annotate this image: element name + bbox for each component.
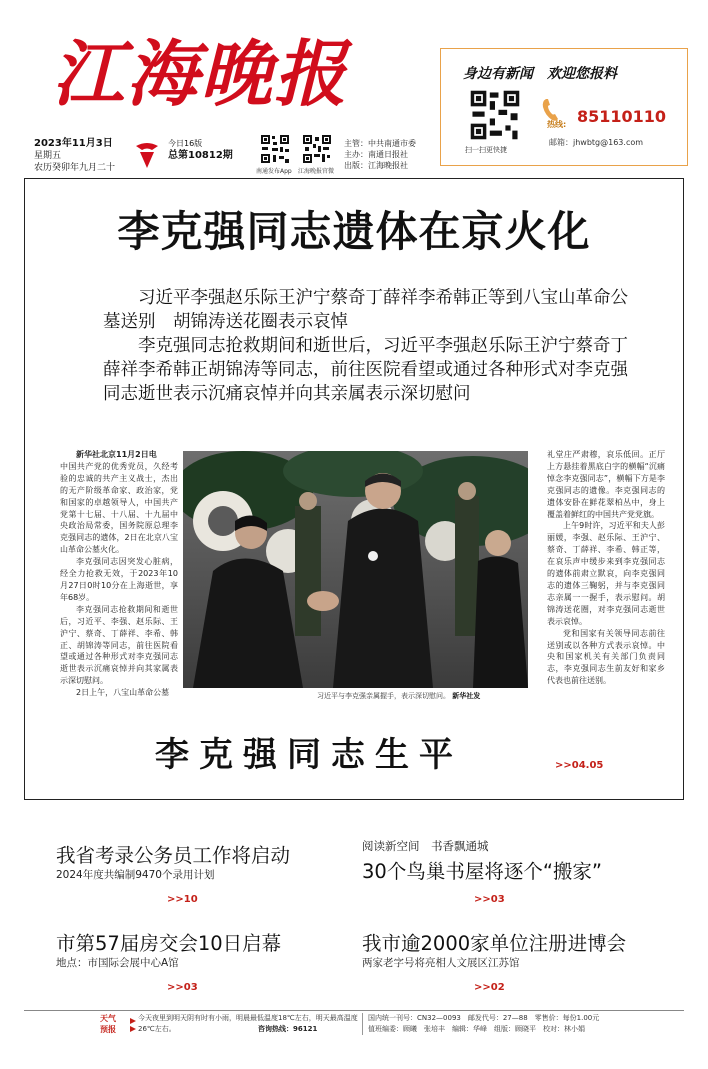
tips-title: 身边有新闻 欢迎您报料 bbox=[463, 66, 617, 82]
publication-info-line: 值班编委：顾曦 张培丰 编辑：华峰 组版：顾晓平 校对：林小娟 bbox=[368, 1025, 585, 1033]
sponsor-line: 主办：南通日报社 bbox=[344, 150, 408, 159]
qr-code-app-icon[interactable] bbox=[260, 134, 290, 164]
hotline-label: 热线: bbox=[547, 120, 567, 129]
article-paragraph: 党和国家有关领导同志前往送别或以各种方式表示哀悼。中央和国家机关有关部门负责同志，李克强同志生前友好和家乡代表也前往送别。 bbox=[547, 628, 665, 686]
pages-count: 今日16版 bbox=[168, 139, 203, 148]
teaser-2-page-ref[interactable]: >>03 bbox=[474, 894, 505, 905]
hotline-number: 85110110 bbox=[577, 107, 667, 126]
teaser-4-subtitle: 两家老字号将亮相人文展区江苏馆 bbox=[362, 957, 520, 969]
qr-caption-app: 南通发布App bbox=[256, 168, 292, 175]
biography-headline[interactable]: 李克强同志生平 bbox=[155, 735, 463, 775]
sponsor-line: 出版：江海晚报社 bbox=[344, 161, 408, 170]
article-paragraph: 李克强同志抢救期间和逝世后，习近平、李强、赵乐际、王沪宁、蔡奇、丁薛祥、李希、韩正、胡锦涛等同志，前往医院看望或通过各种形式对李克强同志逝世表示沉痛哀悼并向其家属表示深切慰问。 bbox=[60, 604, 178, 686]
lead-subhead bbox=[103, 286, 643, 406]
qr-code-wechat-icon[interactable] bbox=[302, 134, 332, 164]
newspaper-logo: 江海晚报 bbox=[52, 31, 349, 116]
sponsor-line: 主管：中共南通市委 bbox=[344, 139, 416, 148]
byline: 新华社北京11月2日电 bbox=[76, 450, 157, 459]
issue-number: 总第10812期 bbox=[168, 150, 233, 161]
qr-code-tips-icon[interactable] bbox=[469, 89, 521, 141]
date-block bbox=[34, 138, 115, 174]
article-paragraph: 中国共产党的优秀党员，久经考验的忠诚的共产主义战士，杰出的无产阶级革命家、政治家，党和国家的卓越领导人，中国共产党第十七届、十八届、十九届中央政治局常委，国务院原总理李克强同志的遗体，2日在北京八宝山革命公墓火化。 bbox=[60, 461, 178, 555]
weather-forecast: 今天夜里到明天阴有时有小雨，明晨最低温度18℃左右，明天最高温度26℃左右。 bbox=[138, 1014, 358, 1033]
subhead-line-2: 李克强同志抢救期间和逝世后，习近平李强赵乐际王沪宁蔡奇丁薛祥李希韩正胡锦涛等同志，前往医院看望或通过各种形式对李克强同志逝世表示沉痛哀悼并向其亲属表示深切慰问 bbox=[103, 336, 628, 404]
teaser-4-title[interactable]: 我市逾2000家单位注册进博会 bbox=[362, 932, 627, 955]
teaser-2-kicker: 阅读新空间 书香飘通城 bbox=[362, 839, 489, 853]
footer-separator bbox=[362, 1013, 363, 1035]
teaser-1-page-ref[interactable]: >>10 bbox=[167, 894, 198, 905]
teaser-1-subtitle: 2024年度共编制9470个录用计划 bbox=[56, 869, 215, 881]
footer-divider bbox=[24, 1010, 684, 1011]
teaser-2-title[interactable]: 30个鸟巢书屋将逐个“搬家” bbox=[362, 860, 603, 883]
lead-photo[interactable] bbox=[183, 451, 528, 688]
publisher-emblem-icon bbox=[134, 138, 160, 170]
weather-label-line: 预报 bbox=[100, 1025, 116, 1034]
article-paragraph: 2日上午，八宝山革命公墓 bbox=[76, 688, 170, 698]
teaser-4-page-ref[interactable]: >>02 bbox=[474, 982, 505, 993]
weather-icon bbox=[128, 1016, 138, 1034]
issue-date: 2023年11月3日 bbox=[34, 138, 113, 149]
biography-page-ref[interactable]: >>04.05 bbox=[555, 760, 604, 771]
article-paragraph: 李克强同志因突发心脏病，经全力抢救无效，于2023年10月27日0时10分在上海逝世，享年68岁。 bbox=[60, 557, 178, 602]
edition-info bbox=[168, 138, 233, 162]
sponsor-info bbox=[344, 138, 416, 171]
photo-credit: 新华社发 bbox=[452, 692, 481, 700]
tips-qr-caption: 扫一扫更快捷 bbox=[465, 146, 507, 154]
photo-caption-text: 习近平与李克强亲属握手，表示深切慰问。 bbox=[317, 692, 450, 700]
teaser-3-title[interactable]: 市第57届房交会10日启幕 bbox=[56, 932, 282, 955]
masthead bbox=[22, 18, 422, 178]
teaser-3-page-ref[interactable]: >>03 bbox=[167, 982, 198, 993]
qr-caption-wechat: 江海晚报官微 bbox=[298, 168, 335, 175]
teaser-1-title[interactable]: 我省考录公务员工作将启动 bbox=[56, 844, 291, 867]
teaser-3-subtitle: 地点：市国际会展中心A馆 bbox=[56, 957, 179, 969]
lunar-date: 农历癸卯年九月二十 bbox=[34, 163, 116, 173]
subhead-line-1: 习近平李强赵乐际王沪宁蔡奇丁薛祥李希韩正等到八宝山革命公墓送别 胡锦涛送花圈表示哀悼 bbox=[103, 288, 628, 332]
lead-story bbox=[24, 178, 684, 800]
article-column-left bbox=[60, 449, 178, 699]
weather-label-line: 天气 bbox=[100, 1014, 116, 1023]
footer-hotline: 咨询热线：96121 bbox=[258, 1025, 318, 1033]
lead-headline[interactable]: 李克强同志遗体在京火化 bbox=[117, 207, 591, 256]
news-tip-box bbox=[440, 48, 688, 166]
lead-photo-image bbox=[183, 451, 528, 688]
weather-label bbox=[100, 1013, 116, 1035]
weekday: 星期五 bbox=[34, 151, 62, 161]
publication-info-line: 国内统一刊号：CN32—0093 邮发代号：27—88 零售价：每份1.00元 bbox=[368, 1014, 600, 1022]
publication-info bbox=[368, 1013, 599, 1035]
tip-email: 邮箱：jhwbtg@163.com bbox=[549, 138, 644, 147]
article-column-right bbox=[547, 449, 665, 687]
photo-caption bbox=[317, 691, 480, 701]
article-paragraph: 礼堂庄严肃穆，哀乐低回。正厅上方悬挂着黑底白字的横幅“沉痛悼念李克强同志”，横幅下方是李克强同志的遗像。李克强同志的遗体安卧在鲜花翠柏丛中，身上覆盖着鲜红的中国共产党党旗。 bbox=[547, 450, 665, 519]
article-paragraph: 上午9时许，习近平和夫人彭丽媛，李强、赵乐际、王沪宁、蔡奇、丁薛祥、李希、韩正等，在哀乐声中缓步来到李克强同志的遗体前肃立默哀，向李克强同志的遗体三鞠躬，并与李克强同志亲属一一握手，表示慰问。胡锦涛送花圈，对李克强同志逝世表示哀悼。 bbox=[547, 521, 665, 626]
